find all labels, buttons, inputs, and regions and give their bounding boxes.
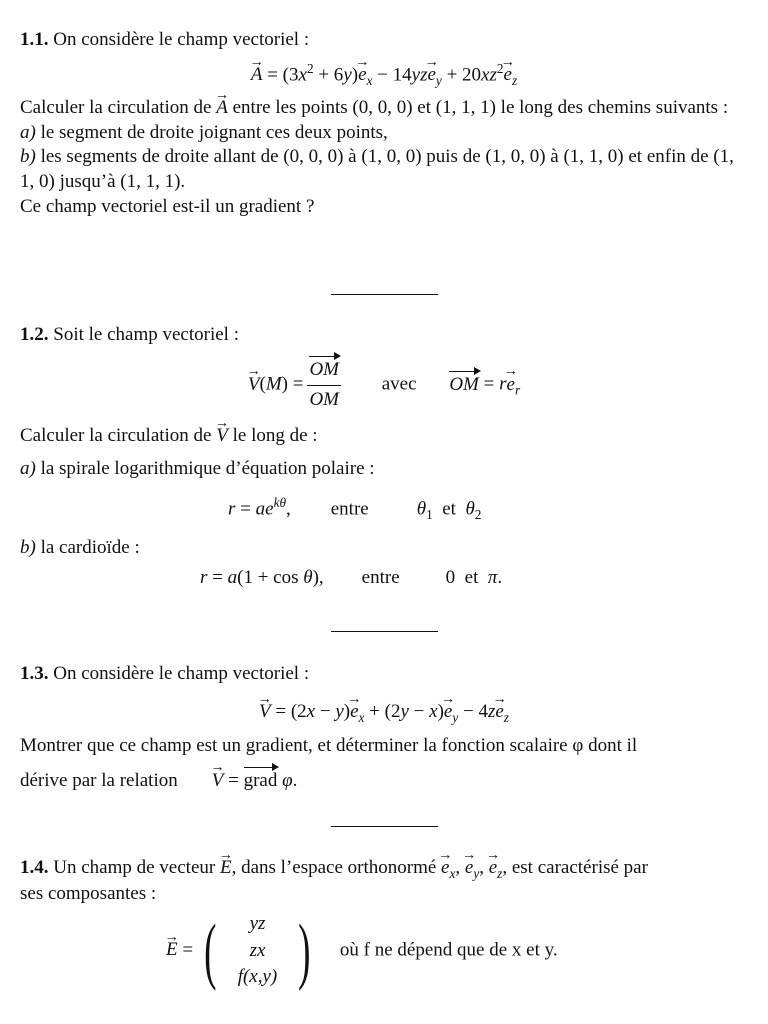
equation-spiral: $r = ae^{k\theta}$, entre $\theta_1$ et $\theta_2$ [228,495,482,523]
gradient-question: Ce champ vectoriel est-il un gradient ? [20,195,315,217]
part-b: b) la cardioïde : [20,537,140,558]
exercise-1-1-body [20,96,752,219]
exercise-1-4 [20,856,752,907]
exercise-1-2-intro: 1.2. Soit le champ vectoriel : [20,324,239,345]
exercise-1-1 [20,28,752,53]
body-line-2: ses composantes : [20,883,157,905]
part-a: a) le segment de droite joignant ces deux points, [20,121,388,143]
exercise-1-2 [20,323,752,348]
component-x: yz [249,913,266,934]
exercise-1-3-intro: 1.3. On considère le champ vectoriel : [20,663,310,684]
part-b: b) les segments de droite allant de (0, 0, 0) à (1, 0, 0) puis de (1, 0, 0) à (1, 1, 0) et enfin de (1, 1, 0) jusqu’à (1, 1, 1). [20,146,734,193]
equation-gradient-field: → $V = (2x - y)\to e_x + (2y - x)\to e_y - 4z\to e_z$ [0,700,768,726]
equation-a-field: → $A = (3x^2 + 6y)\to e_x - 14yz\to e_y + 20xz^2\to e_z$ [0,60,768,89]
equation-v-field: → V(M) = $\frac{OM}{OM}$ avec OM = $r\to e_r$ [0,358,768,412]
exercise-1-3-body [20,734,752,793]
intro-text: On considère le champ vectoriel : [53,29,310,50]
section-divider [331,826,438,827]
body-line-1: 1.4. Un champ de vecteur → E, dans l’espace orthonormé → $e_x$, → $e_y$, → $e_z$, est caractérisé par [20,856,752,882]
body-line-1: Montrer que ce champ est un gradient, et déterminer la fonction scalaire φ dont il [20,735,638,756]
exercise-1-3 [20,662,752,687]
exercise-1-1-intro [20,28,752,53]
equation-e-field: → E = ( yz zx f(x,y) ) où f ne dépend que de x et y. [166,912,558,990]
component-z: f(x,y) [237,966,278,988]
question-text: Calculer la circulation de → A entre les points (0, 0, 0) et (1, 1, 1) le long des chemins suivants : [20,96,752,121]
exercise-1-2-body [20,424,752,481]
equation-cardioid: r = a(1 + cos θ), entre 0 et π. [200,567,503,588]
section-divider [331,631,438,632]
question-text: Calculer la circulation de → V le long de : [20,424,752,449]
part-a: a) la spirale logarithmique d’équation polaire : [20,457,375,479]
tail-text: où f ne dépend que de x et y. [339,939,558,961]
exercise-1-2-part-b [20,536,752,561]
avec-label: avec [381,373,417,395]
component-y: zx [249,939,266,961]
exercise-number: 1.1. [20,29,49,50]
section-divider [331,294,438,295]
body-line-2: dérive par la relation→ V = grad φ. [20,769,752,794]
